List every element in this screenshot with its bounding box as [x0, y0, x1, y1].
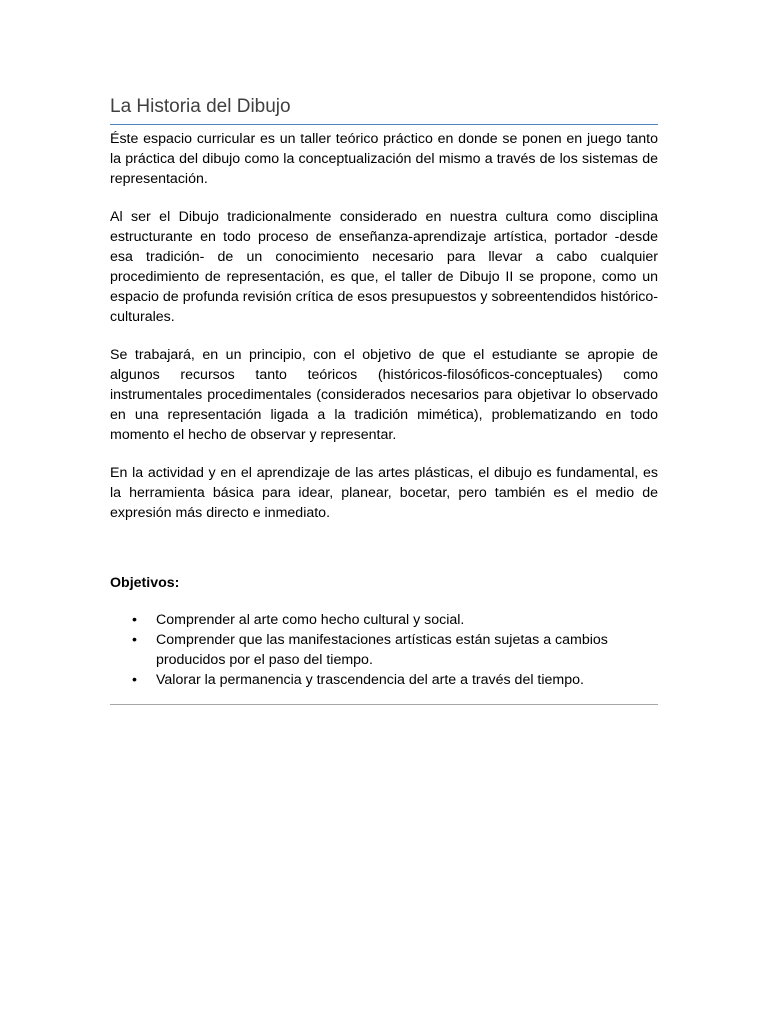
bullet-icon: • [132, 672, 137, 688]
list-item-text: Comprender al arte como hecho cultural y social. [156, 612, 465, 628]
paragraph: En la actividad y en el aprendizaje de las artes plásticas, el dibujo es fundamental, es la herramienta básica para idear, planear, bocetar, pero también es el medio de expresión más directo e inmediato. [110, 465, 658, 521]
bullet-icon: • [132, 612, 137, 628]
document-title: La Historia del Dibujo [110, 94, 658, 125]
paragraph: Éste espacio curricular es un taller teórico práctico en donde se ponen en juego tanto la práctica del dibujo como la conceptualización del mismo a través de los sistemas de representación. [110, 131, 658, 187]
paragraph: Al ser el Dibujo tradicionalmente considerado en nuestra cultura como disciplina estructurante en todo proceso de enseñanza-aprendizaje artística, portador -desde esa tradición- de un conocimiento necesario para llevar a cabo cualquier procedimiento de representación, es que, el taller de Dibujo II se propone, como un espacio de profunda revisión crítica de esos presupuestos y sobreentendidos histórico-culturales. [110, 209, 658, 325]
list-item [110, 630, 658, 670]
bullet-icon: • [132, 632, 137, 648]
document-page [110, 94, 658, 705]
section-divider [110, 704, 658, 705]
list-item-text: Comprender que las manifestaciones artísticas están sujetas a cambios producidos por el paso del tiempo. [156, 632, 608, 668]
objectives-list [110, 610, 658, 690]
document-body [110, 129, 658, 523]
list-item-text: Valorar la permanencia y trascendencia del arte a través del tiempo. [156, 672, 584, 688]
list-item [110, 610, 658, 630]
paragraph: Se trabajará, en un principio, con el objetivo de que el estudiante se apropie de algunos recursos tanto teóricos (históricos-filosóficos-conceptuales) como instrumentales procedimentales (considerados necesarios para objetivar lo observado en una representación ligada a la tradición mimética), problematizando en todo momento el hecho de observar y representar. [110, 347, 658, 443]
list-item [110, 670, 658, 690]
objectives-heading: Objetivos: [110, 575, 180, 591]
